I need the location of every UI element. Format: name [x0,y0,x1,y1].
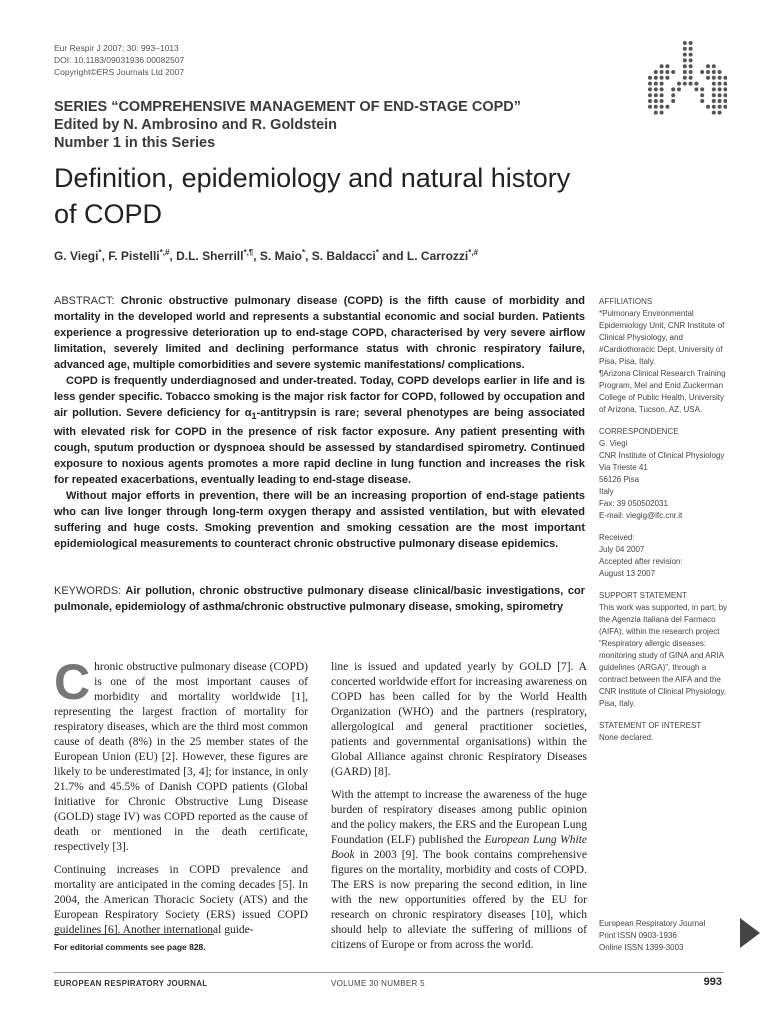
logo-dot [718,70,722,74]
author-name: F. Pistelli [108,249,160,263]
logo-dot [718,105,722,109]
logo-dot [683,82,687,86]
logo-dot [689,53,693,57]
body-paragraph [331,660,587,780]
series-header [54,98,614,152]
logo-dot [683,53,687,57]
logo-dot [671,99,675,103]
correspondence-line: 56126 Pisa [599,475,640,484]
logo-dot [660,70,664,74]
series-name: SERIES “COMPREHENSIVE MANAGEMENT OF END-STAGE COPD” [54,99,521,115]
logo-dot [712,99,716,103]
page-number: 993 [703,976,722,988]
logo-dot [706,105,710,109]
logo-dot [700,87,704,91]
abstract-text: COPD is frequently underdiagnosed and under-treated. Today, COPD develops earlier in life and is less gender specific. Tobacco smoking is the major risk factor for COPD, followed by occupation and air pollution. Severe deficiency for α [54,375,585,419]
series-number: Number 1 in this Series [54,135,216,151]
support-text: This work was supported, in part, by the Agenzia Italiana del Farmaco (AIFA), within the research project “Respiratory allergic diseases: monitoring study of GINA and ARIA guidelines (ARGA)”, through a contract between the AIFA and the CNR Institute of Clinical Physiology, Pisa, Italy. [599,603,728,708]
logo-dot [648,76,652,80]
abstract-label: ABSTRACT: [54,295,115,307]
received-date: July 04 2007 [599,545,645,554]
logo-dot [723,82,727,86]
abstract-text: -antitrypsin is rare; several phenotypes are being associated with elevated risk for COPD in the presence of risk factor exposure. Any patient presenting with cough, sputum production or dyspnoea should be assessed by standardised spirometry. Continued exposure to noxious agents promotes a more rapid decline in lung function and increases the risk for repeated exacerbations, eventually leading to end-stage disease. [54,407,585,487]
body-column-left [54,654,308,946]
keywords-label: KEYWORDS: [54,585,122,597]
author-name: S. Maio [259,249,302,263]
author-list [54,248,614,263]
logo-dot [712,93,716,97]
correspondence-line: G. Viegi [599,439,628,448]
logo-dot [654,76,658,80]
correspondence-line: Italy [599,487,614,496]
logo-dot [712,76,716,80]
logo-dot [654,111,658,115]
received-label: Received: [599,533,635,542]
drop-cap: C [54,654,91,710]
logo-dot [689,76,693,80]
footnote-divider [54,934,214,935]
body-column-right [331,660,587,961]
logo-dot [718,82,722,86]
author-name: S. Baldacci [311,249,376,263]
author-name: D.L. Sherrill [176,249,244,263]
body-text: in 2003 [9]. The book contains comprehensive figures on the mortality, morbidity and costs of COPD. The ERS is now preparing the second edition, in line with the new opportunities offered by the EU for research on chronic respiratory diseases [10], which should help to alleviate the suffering of millions of citizens of Europe or from across the world. [331,849,587,951]
affiliations-heading: AFFILIATIONS [599,297,653,306]
logo-dot [723,105,727,109]
keywords-text: Air pollution, chronic obstructive pulmonary disease clinical/basic investigations, cor pulmonale, epidemiology of asthma/chronic obstructive pulmonary disease, smoking, spirometry [54,585,585,613]
logo-dot [654,82,658,86]
abstract-text: Chronic obstructive pulmonary disease (COPD) is the fifth cause of morbidity and mortality in the developed world and represents a substantial economic and social burden. Patients experience a progressive deterioration up to end-stage COPD, characterised by very severe airflow limitation, severely limited and declining performance status with chronic respiratory failure, advanced age, multiple comorbidities and severe systemic manifestations/ complications. [54,295,585,371]
correspondence-line: Via Trieste 41 [599,463,648,472]
citation-line: Eur Respir J 2007; 30: 993–1013 [54,43,179,53]
title-line-2: of COPD [54,199,163,229]
logo-dot [654,70,658,74]
logo-dot [671,93,675,97]
body-text: Continuing increases in COPD prevalence and mortality are anticipated in the coming decades [5]. In 2004, the American Thoracic Society (ATS) and the European Respiratory Society (ERS) issued COPD guidelines [6]. Another international guide- [54,864,308,936]
logo-dot [706,76,710,80]
logo-dot [712,82,716,86]
logo-dot [723,93,727,97]
logo-dot [660,93,664,97]
author-affiliation-mark: * [98,248,102,257]
logo-dot [706,70,710,74]
author-affiliation-mark: * [375,248,379,257]
logo-dot [723,76,727,80]
abstract-paragraph [54,488,585,552]
logo-dot [648,82,652,86]
logo-dot [700,93,704,97]
logo-dot [683,47,687,51]
correspondence-line: CNR Institute of Clinical Physiology [599,451,725,460]
journal-name: European Respiratory Journal [599,919,706,928]
copyright-line: Copyright©ERS Journals Ltd 2007 [54,67,185,77]
support-heading: SUPPORT STATEMENT [599,591,687,600]
footer-journal: EUROPEAN RESPIRATORY JOURNAL [54,979,208,988]
body-paragraph [331,788,587,953]
logo-dot [683,76,687,80]
logo-dot [718,111,722,115]
author-affiliation-mark: *,# [159,248,170,257]
logo-dot [648,87,652,91]
logo-dot [671,70,675,74]
logo-dot [660,82,664,86]
accepted-date: August 13 2007 [599,569,656,578]
logo-dot [671,87,675,91]
logo-dot [723,87,727,91]
keywords [54,583,585,615]
author-separator: , [253,249,260,263]
logo-dot [654,105,658,109]
book-title: European Lung White Book [331,834,587,861]
affiliation-item: ¶Arizona Clinical Research Training Program, Mel and Enid Zuckerman College of Public Health, University of Arizona, Tucson, AZ, USA. [599,369,726,414]
logo-dot [660,76,664,80]
logo-dot [712,111,716,115]
logo-dot [689,64,693,68]
logo-dot [718,87,722,91]
article-title [54,160,614,232]
logo-dot [700,99,704,103]
author-conjunction: and [378,249,407,263]
logo-dot [689,58,693,62]
logo-dot [683,58,687,62]
logo-dot [718,99,722,103]
abstract-text: Without major efforts in prevention, there will be an increasing proportion of end-stage patients who can live longer through long-term oxygen therapy and assisted ventilation, but with elevated suffering and huge costs. Smoking prevention and smoking cessation are the most important epidemiological measurements to counteract chronic obstructive pulmonary disease epidemics. [54,490,585,551]
logo-dot [689,70,693,74]
logo-dot [712,64,716,68]
logo-dot [683,41,687,45]
body-text: With the attempt to increase the awareness of the huge burden of respiratory diseases among public opinion and the policy makers, the ERS and the European Lung Foundation (ELF) published the [331,789,587,846]
correspondence-line: E-mail: viegig@ifc.cnr.it [599,511,683,520]
author-separator: , [169,249,177,263]
series-editors: Edited by N. Ambrosino and R. Goldstein [54,117,338,133]
lungs-dot-logo-icon [647,40,727,120]
logo-dot [665,70,669,74]
author-affiliation-mark: *,# [468,248,479,257]
author-separator: , [101,249,109,263]
logo-dot [683,64,687,68]
author-name: G. Viegi [54,249,99,263]
logo-dot [712,87,716,91]
correspondence-line: Fax: 39 050502031 [599,499,668,508]
author-name: L. Carrozzi [406,249,469,263]
journal-info [599,918,739,954]
logo-dot [689,47,693,51]
logo-dot [677,82,681,86]
body-paragraph [54,654,308,855]
print-issn: Print ISSN 0903-1936 [599,931,677,940]
affiliation-item: #Cardiothoracic Dept, University of Pisa, Pisa, Italy. [599,345,723,366]
triangle-right-icon[interactable] [740,918,760,948]
logo-dot [648,105,652,109]
logo-dot [660,87,664,91]
footer-divider [54,972,724,973]
logo-dot [712,70,716,74]
citation-block [54,42,314,78]
alpha-subscript: 1 [251,411,257,422]
logo-dot [660,105,664,109]
logo-dot [683,70,687,74]
logo-dot [654,93,658,97]
author-separator: , [305,249,312,263]
interest-text: None declared. [599,733,654,742]
logo-dot [660,111,664,115]
logo-dot [718,93,722,97]
logo-dot [694,87,698,91]
abstract [54,293,585,552]
footer-volume: VOLUME 30 NUMBER 5 [331,979,425,988]
accepted-label: Accepted after revision: [599,557,683,566]
correspondence-heading: CORRESPONDENCE [599,427,679,436]
logo-dot [718,76,722,80]
logo-dot [677,87,681,91]
author-affiliation-mark: * [301,248,306,257]
body-paragraph [54,863,308,938]
logo-dot [723,99,727,103]
author-affiliation-mark: *,¶ [243,248,254,257]
logo-dot [665,76,669,80]
abstract-paragraph [54,373,585,488]
interest-heading: STATEMENT OF INTEREST [599,721,702,730]
logo-dot [660,64,664,68]
online-issn: Online ISSN 1399-3003 [599,943,684,952]
logo-dot [694,82,698,86]
abstract-paragraph [54,293,585,373]
logo-dot [660,99,664,103]
logo-dot [654,87,658,91]
logo-dot [648,99,652,103]
logo-dot [700,70,704,74]
sidebar-notes [599,296,729,744]
logo-dot [648,93,652,97]
doi-line: DOI: 10.1183/09031936.00082507 [54,55,185,65]
logo-dot [665,105,669,109]
logo-dot [706,64,710,68]
editorial-footnote: For editorial comments see page 828. [54,942,206,952]
affiliation-item: *Pulmonary Environmental Epidemiology Unit, CNR Institute of Clinical Physiology, and [599,309,725,342]
logo-dot [712,105,716,109]
logo-dot [689,82,693,86]
logo-dot [665,64,669,68]
title-line-1: Definition, epidemiology and natural history [54,163,571,193]
body-text: hronic obstructive pulmonary disease (COPD) is one of the most important causes of morbidity and mortality worldwide [1], representing the largest fraction of mortality for respiratory diseases, which are the third most common cause of death (8%) in the 25 member states of the European Union (EU) [2]. However, these figures are likely to be underestimated [3, 4]; for instance, in only 21.7% and 45.5% of Danish COPD patients (Global Initiative for Chronic Obstructive Lung Disease (GOLD) stage IV) was COPD reported as the cause of death or mentioned in the death certificate, respectively [3]. [54,661,308,853]
logo-dot [654,99,658,103]
body-text: line is issued and updated yearly by GOLD [7]. A concerted worldwide effort for increasing awareness on COPD has been called for by the World Health Organization (WHO) and the partners (respiratory, allergological and general practitioner societies, patients and governmental organisations) within the Global Alliance against chronic Respiratory Diseases (GARD) [8]. [331,661,587,778]
logo-dot [689,41,693,45]
